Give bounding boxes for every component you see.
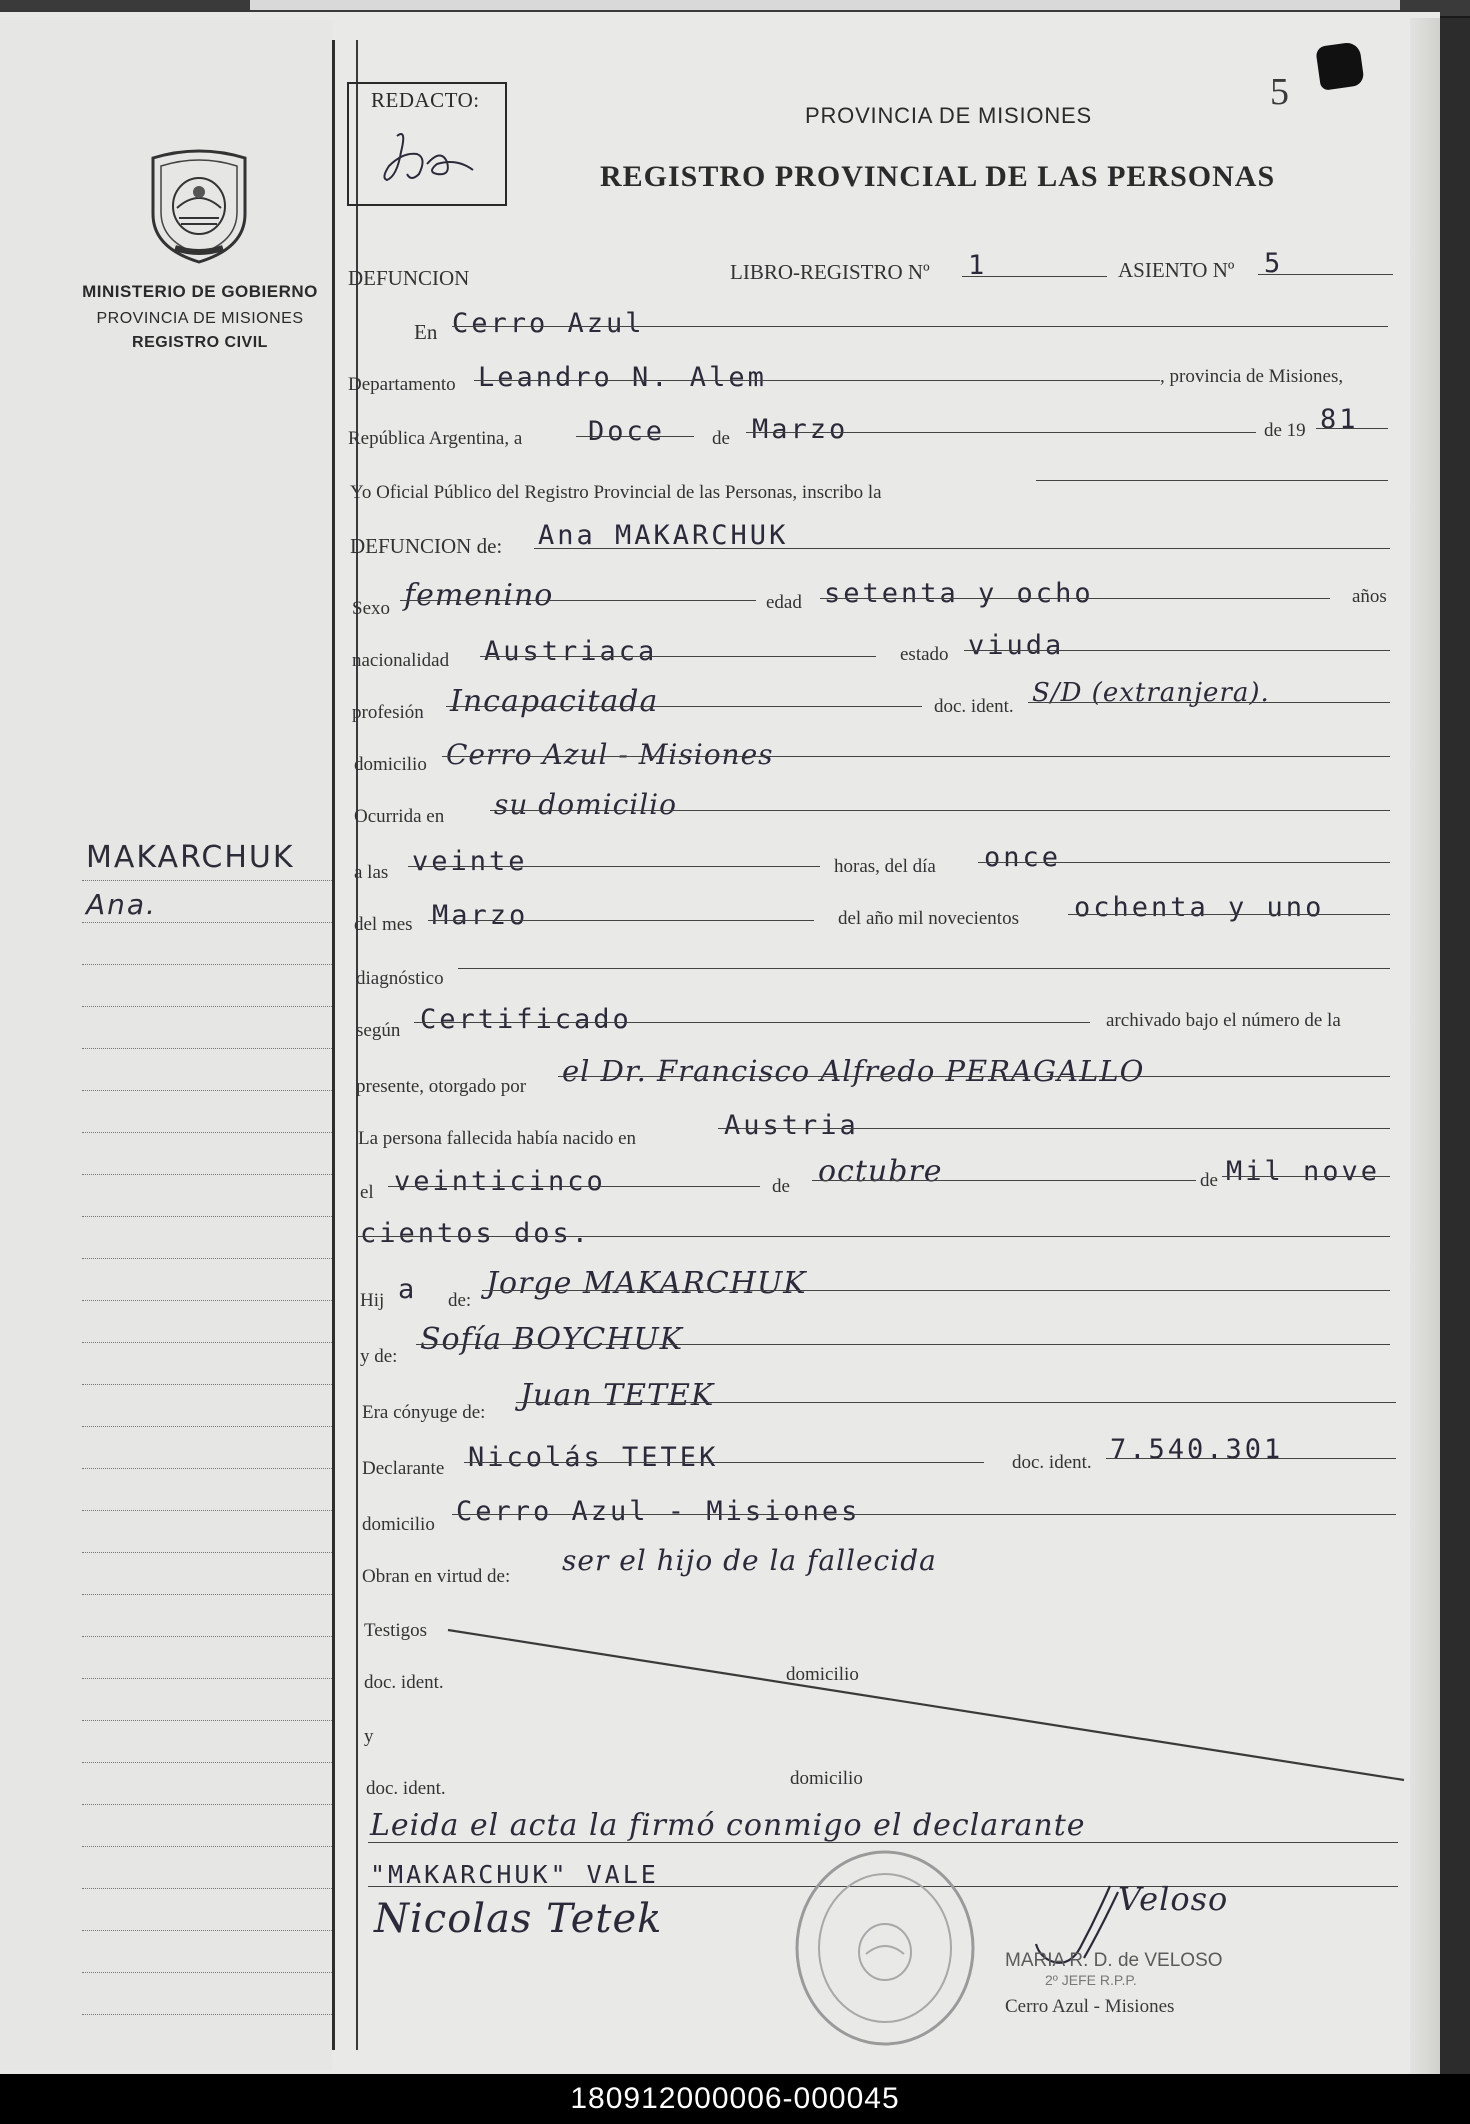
label-domicilio: domicilio xyxy=(354,754,427,775)
value-mes-fecha: Marzo xyxy=(752,414,849,445)
value-ano-fecha: 81 xyxy=(1320,404,1359,435)
line-mes-fecha xyxy=(746,432,1256,433)
value-declarante: Nicolás TETEK xyxy=(468,1442,719,1473)
label-presente: presente, otorgado por xyxy=(356,1076,527,1097)
value-doc-ident: S/D (extranjera). xyxy=(1032,678,1270,708)
closing-note-2: "MAKARCHUK" VALE xyxy=(370,1860,659,1889)
page-right-edge xyxy=(1440,18,1470,2074)
line-dia-fecha xyxy=(576,436,694,437)
line-ano-nacimiento xyxy=(1222,1176,1390,1177)
value-ano-nacimiento-2: cientos dos. xyxy=(360,1218,592,1249)
line-padre xyxy=(482,1290,1390,1291)
line-nacido-en xyxy=(718,1128,1390,1129)
redacto-label: REDACTO: xyxy=(371,88,480,112)
line-madre xyxy=(416,1344,1390,1345)
line-segun xyxy=(414,1022,1090,1023)
value-edad: setenta y ocho xyxy=(824,578,1094,609)
value-mes-nacimiento: octubre xyxy=(818,1154,943,1189)
ministry-line-2: PROVINCIA DE MISIONES xyxy=(96,310,304,327)
value-declarante-doc: 7.540.301 xyxy=(1110,1434,1284,1465)
label-hij: Hij xyxy=(360,1290,385,1311)
document-id: 180912000006-000045 xyxy=(570,2082,900,2115)
line-estado xyxy=(964,650,1390,651)
label-horas-del-dia: horas, del día xyxy=(834,856,936,877)
label-el: el xyxy=(360,1182,374,1203)
value-hora: veinte xyxy=(412,846,528,877)
value-lugar: Cerro Azul xyxy=(452,308,645,339)
value-nombre: Ana MAKARCHUK xyxy=(538,520,789,551)
label-y-de: y de: xyxy=(360,1346,398,1367)
value-domicilio: Cerro Azul - Misiones xyxy=(446,738,774,771)
margin-given-name: Ana. xyxy=(86,888,157,921)
label-libro: LIBRO-REGISTRO Nº xyxy=(730,260,930,284)
label-archivado: archivado bajo el número de la xyxy=(1106,1010,1341,1031)
value-segun: Certificado xyxy=(420,1004,632,1035)
line-declarante-doc xyxy=(1106,1458,1396,1459)
value-ano-nacimiento-1: Mil nove xyxy=(1226,1156,1381,1187)
label-testigo2-domicilio: domicilio xyxy=(790,1768,863,1789)
label-de-ano-nacimiento: de xyxy=(1200,1170,1218,1191)
value-conyuge: Juan TETEK xyxy=(520,1378,715,1413)
line-declarante xyxy=(464,1462,984,1463)
declarante-signature: Nicolas Tetek xyxy=(374,1896,663,1942)
label-obran: Obran en virtud de: xyxy=(362,1566,511,1587)
value-obran: ser el hijo de la fallecida xyxy=(562,1544,937,1577)
label-profesion: profesión xyxy=(352,702,424,723)
label-edad: edad xyxy=(766,592,802,613)
value-hij-suffix: a xyxy=(398,1274,418,1305)
line-conyuge xyxy=(516,1402,1396,1403)
value-lugar-nacimiento: Austria xyxy=(724,1110,859,1141)
value-profesion: Incapacitada xyxy=(450,684,659,719)
label-diagnostico: diagnóstico xyxy=(356,968,444,989)
label-declarante: Declarante xyxy=(362,1458,445,1479)
label-doc-ident: doc. ident. xyxy=(934,696,1014,717)
label-republica: República Argentina, a xyxy=(348,428,523,449)
label-en: En xyxy=(414,320,438,344)
value-departamento: Leandro N. Alem xyxy=(478,362,767,393)
registry-stamp-icon xyxy=(790,1848,980,2048)
label-nacido-en: La persona fallecida había nacido en xyxy=(358,1128,636,1149)
label-de-mes: de xyxy=(712,428,730,449)
label-testigo2-doc: doc. ident. xyxy=(366,1778,446,1799)
label-del-ano: del año mil novecientos xyxy=(838,908,1019,929)
official-signature: Veloso xyxy=(1118,1880,1229,1918)
line-dia xyxy=(978,862,1390,863)
official-role: 2º JEFE R.P.P. xyxy=(1045,1972,1137,1988)
official-name: MARIA R. D. de VELOSO xyxy=(1005,1950,1223,1971)
value-mes: Marzo xyxy=(432,900,529,931)
line-closing-1 xyxy=(368,1842,1398,1843)
label-yo-oficial: Yo Oficial Público del Registro Provincial de las Personas, inscribo la xyxy=(350,482,882,503)
testigos-cross-out xyxy=(440,1626,1410,1786)
line-mes xyxy=(428,920,814,921)
label-conyuge: Era cónyuge de: xyxy=(362,1402,486,1423)
line-ocurrida-en xyxy=(490,810,1390,811)
label-nacionalidad: nacionalidad xyxy=(352,650,450,671)
value-sexo: femenino xyxy=(404,578,554,613)
label-ocurrida-en: Ocurrida en xyxy=(354,806,445,827)
line-otorgado-por xyxy=(558,1076,1390,1077)
line-asiento xyxy=(1258,274,1393,275)
value-dia: once xyxy=(984,842,1062,873)
label-testigos: Testigos xyxy=(364,1620,428,1641)
value-libro-no: 1 xyxy=(968,250,988,281)
label-a-las: a las xyxy=(354,862,389,883)
value-ocurrida-en: su domicilio xyxy=(494,788,677,821)
line-libro xyxy=(962,276,1107,277)
label-declarante-doc: doc. ident. xyxy=(1012,1452,1092,1473)
line-ano-nacimiento-cont xyxy=(356,1236,1390,1237)
label-defuncion-de: DEFUNCION de: xyxy=(350,534,503,558)
page-number: 5 xyxy=(1270,71,1289,113)
line-hora xyxy=(408,866,820,867)
line-doc-ident xyxy=(1028,702,1390,703)
value-otorgado-por: el Dr. Francisco Alfredo PERAGALLO xyxy=(562,1054,1145,1088)
document-id-bar xyxy=(0,2074,1470,2124)
province-title: PROVINCIA DE MISIONES xyxy=(805,103,1092,128)
label-sexo: Sexo xyxy=(352,598,390,619)
official-place: Cerro Azul - Misiones xyxy=(1005,1996,1175,2017)
line-profesion xyxy=(446,706,922,707)
line-domicilio xyxy=(442,756,1390,757)
ministry-line-3: REGISTRO CIVIL xyxy=(132,334,268,351)
label-declarante-domicilio: domicilio xyxy=(362,1514,435,1535)
label-departamento: Departamento xyxy=(348,374,456,395)
label-anos: años xyxy=(1352,586,1387,607)
label-segun: según xyxy=(356,1020,401,1041)
label-de-19: de 19 xyxy=(1264,420,1306,441)
label-estado: estado xyxy=(900,644,949,665)
value-asiento-no: 5 xyxy=(1264,248,1284,279)
label-de-mes-nacimiento: de xyxy=(772,1176,790,1197)
label-del-mes: del mes xyxy=(354,914,413,935)
value-dia-fecha: Doce xyxy=(588,416,666,447)
registry-title: REGISTRO PROVINCIAL DE LAS PERSONAS xyxy=(600,160,1276,193)
line-declarante-domicilio xyxy=(452,1514,1396,1515)
label-testigo-y: y xyxy=(364,1726,374,1747)
margin-surname: MAKARCHUK xyxy=(86,840,295,875)
value-declarante-domicilio: Cerro Azul - Misiones xyxy=(456,1496,861,1527)
line-diagnostico xyxy=(458,968,1390,969)
line-sexo xyxy=(400,600,756,601)
line-dia-nacimiento xyxy=(388,1186,760,1187)
value-ano: ochenta y uno xyxy=(1074,892,1325,923)
label-testigo1-domicilio: domicilio xyxy=(786,1664,859,1685)
label-provincia: , provincia de Misiones, xyxy=(1160,366,1344,387)
line-edad xyxy=(820,598,1330,599)
value-nacionalidad: Austriaca xyxy=(484,636,658,667)
value-dia-nacimiento: veinticinco xyxy=(394,1166,606,1197)
label-testigo1-doc: doc. ident. xyxy=(364,1672,444,1693)
line-mes-nacimiento xyxy=(812,1180,1196,1181)
value-madre: Sofía BOYCHUK xyxy=(420,1322,684,1357)
label-hij-de: de: xyxy=(448,1290,472,1311)
line-en xyxy=(452,326,1388,327)
line-ano xyxy=(1068,914,1390,915)
line-ano-fecha xyxy=(1316,428,1388,429)
line-yo-oficial xyxy=(1036,480,1388,481)
official-block xyxy=(1005,1950,1223,2018)
label-asiento: ASIENTO Nº xyxy=(1118,258,1235,282)
ministry-line-1: MINISTERIO DE GOBIERNO xyxy=(82,282,318,301)
value-padre: Jorge MAKARCHUK xyxy=(486,1266,807,1301)
closing-note-1: Leida el acta la firmó conmigo el declarante xyxy=(370,1808,1086,1843)
line-nombre xyxy=(534,548,1390,549)
line-departamento xyxy=(474,380,1160,381)
value-estado: viuda xyxy=(968,630,1065,661)
line-nacionalidad xyxy=(480,656,876,657)
label-defuncion: DEFUNCION xyxy=(348,266,470,290)
